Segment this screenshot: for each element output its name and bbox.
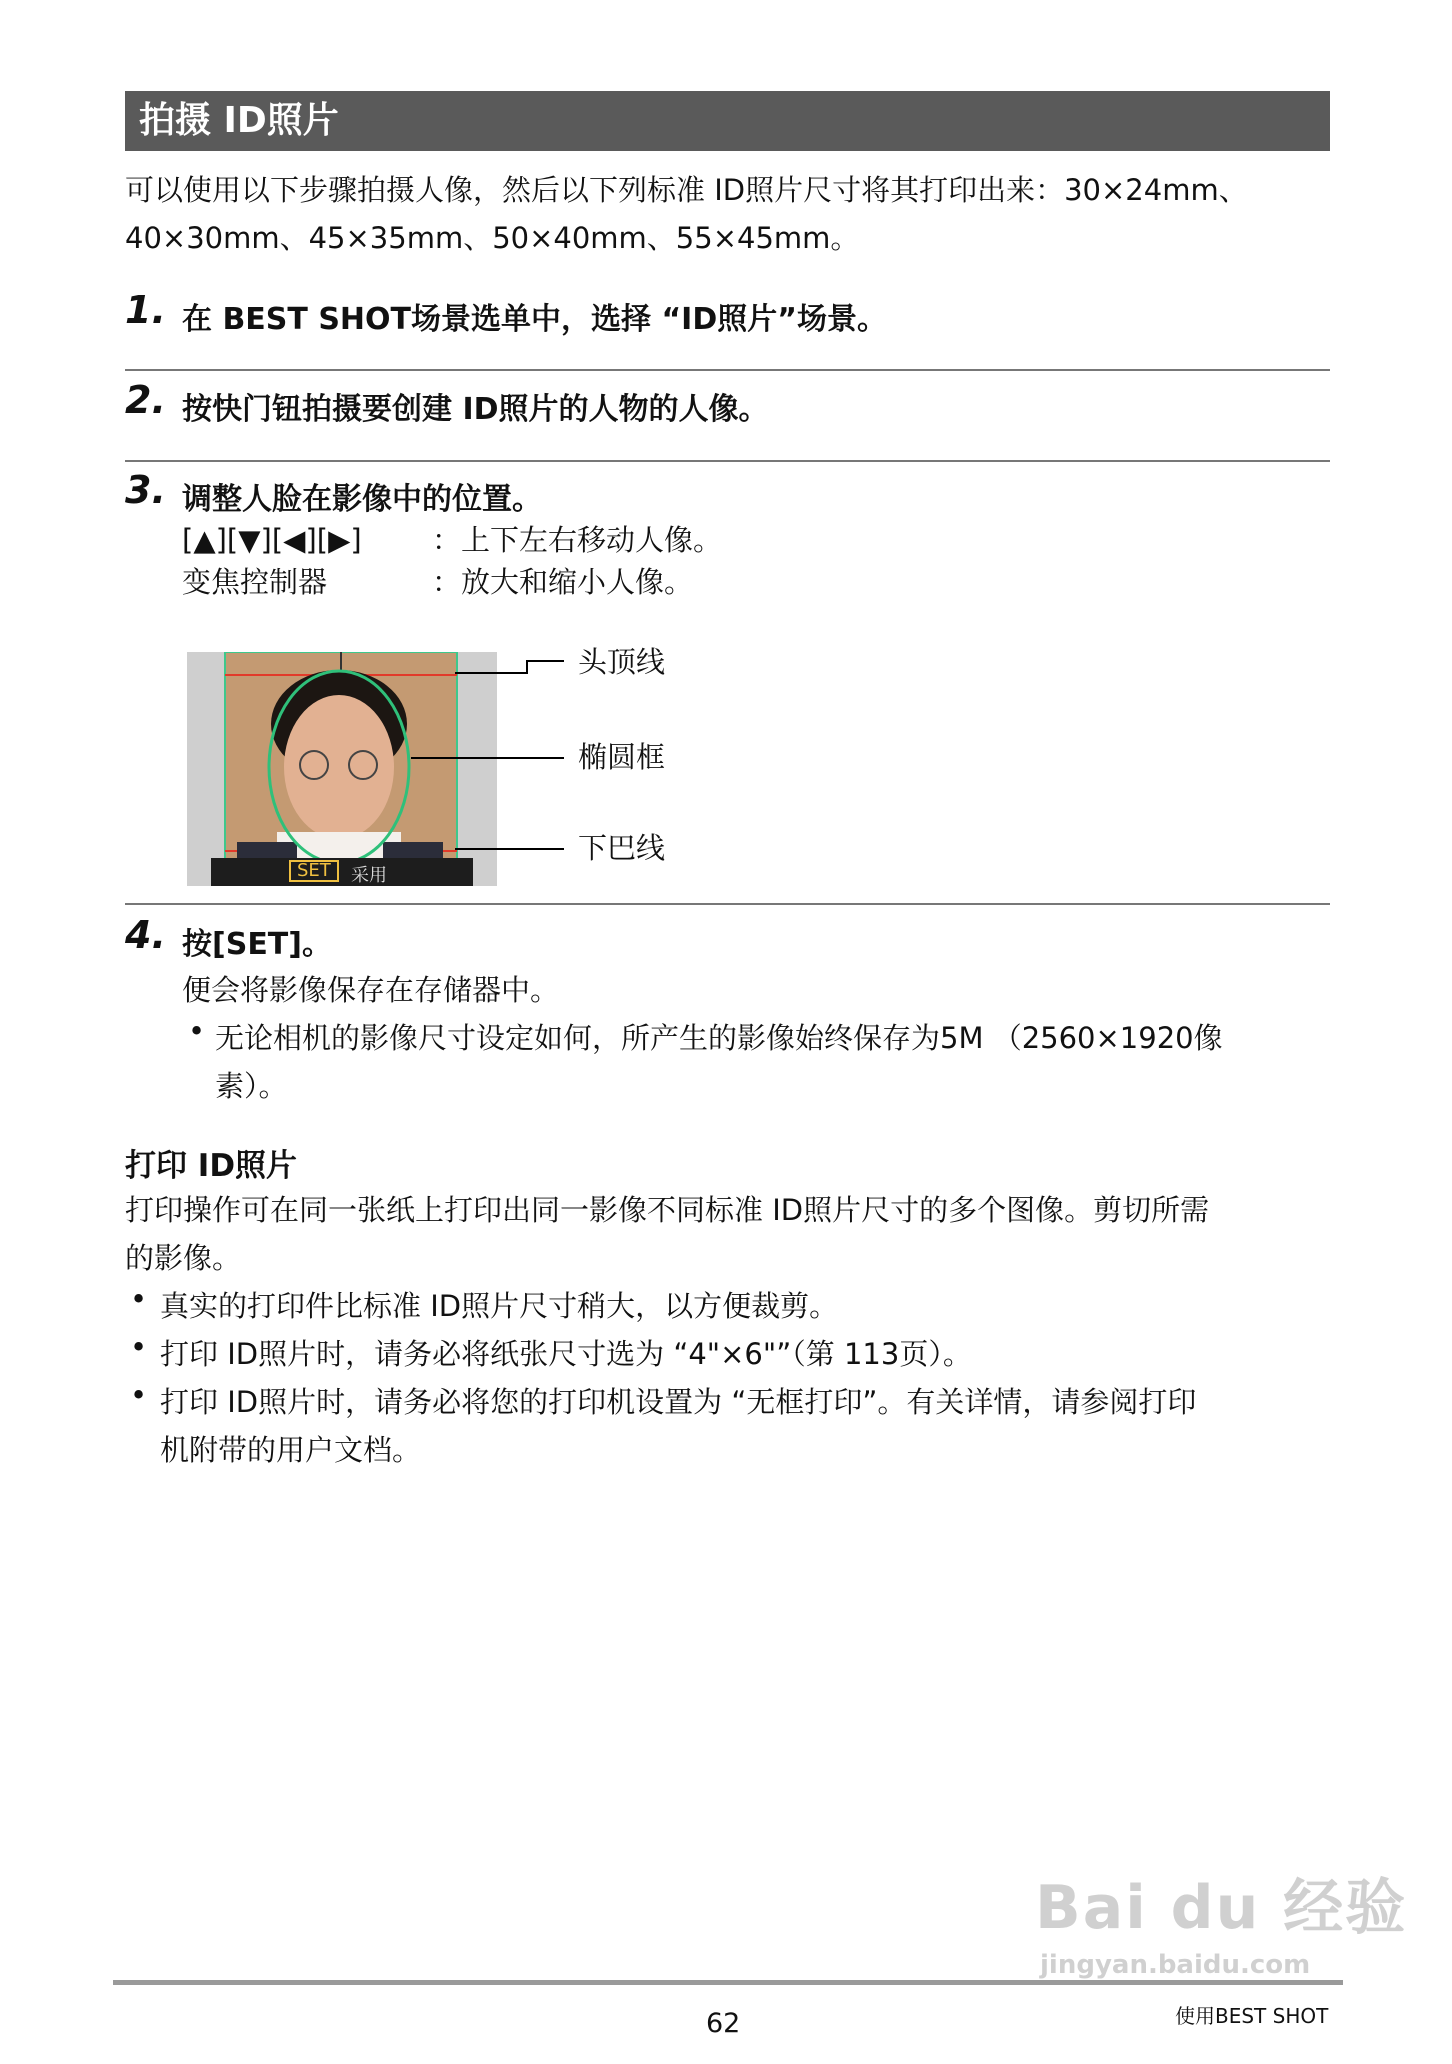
step-3-number: 3. xyxy=(125,468,166,512)
step-3-val-arrows: ：上下左右移动人像。 xyxy=(432,523,723,557)
step-2-title: 按快门钮拍摄要创建 ID照片的人物的人像。 xyxy=(182,392,769,427)
step-3-key-arrows: [▲][▼][◀][▶] xyxy=(182,523,362,557)
baidu-watermark-url: jingyan.baidu.com xyxy=(1040,1950,1311,1980)
print-para-line-2: 的影像。 xyxy=(125,1241,242,1275)
baidu-watermark-logo: Bai du 经验 xyxy=(1035,1873,1408,1943)
step-1-title: 在 BEST SHOT场景选单中，选择 “ID照片”场景。 xyxy=(182,302,887,337)
bullet-dot: • xyxy=(188,1014,206,1048)
section-title: 拍摄 ID照片 xyxy=(125,91,1330,151)
step-4-bullet-line-1: 无论相机的影像尺寸设定如何，所产生的影像始终保存为5M （2560×1920像 xyxy=(215,1021,1223,1055)
set-overlay-bar xyxy=(211,858,473,886)
step-3-key-zoom: 变焦控制器 xyxy=(182,565,328,599)
step-2-number: 2. xyxy=(125,378,166,422)
print-bullet-1: 真实的打印件比标准 ID照片尺寸稍大，以方便裁剪。 xyxy=(160,1289,839,1323)
set-label: SET xyxy=(289,860,339,882)
label-chin: 下巴线 xyxy=(578,831,666,865)
label-oval: 椭圆框 xyxy=(578,740,666,774)
print-bullet-2: 打印 ID照片时，请务必将纸张尺寸选为 “4"×6"”（第 113页）。 xyxy=(160,1337,972,1371)
step-4-number: 4. xyxy=(125,913,166,957)
divider xyxy=(125,903,1330,905)
step-4-title: 按[SET]。 xyxy=(182,927,332,962)
print-heading: 打印 ID照片 xyxy=(125,1148,298,1184)
step-4-desc: 便会将影像保存在存储器中。 xyxy=(182,973,560,1007)
bullet-dot: • xyxy=(130,1378,148,1412)
step-4-bullet-line-2: 素）。 xyxy=(215,1069,288,1103)
print-bullet-3-line-1: 打印 ID照片时，请务必将您的打印机设置为 “无框打印”。有关详情，请参阅打印 xyxy=(160,1385,1197,1419)
use-label: 采用 xyxy=(351,865,387,886)
intro-line-2: 40×30mm、45×35mm、50×40mm、55×45mm。 xyxy=(125,221,860,255)
step-3-val-zoom: ：放大和缩小人像。 xyxy=(432,565,694,599)
footer-section: 使用BEST SHOT xyxy=(1175,2004,1329,2028)
bullet-dot: • xyxy=(130,1282,148,1316)
print-para-line-1: 打印操作可在同一张纸上打印出同一影像不同标准 ID照片尺寸的多个图像。剪切所需 xyxy=(125,1193,1210,1227)
divider xyxy=(125,369,1330,371)
leader-head-top-end xyxy=(526,660,564,662)
divider xyxy=(125,460,1330,462)
print-bullet-3-line-2: 机附带的用户文档。 xyxy=(160,1433,422,1467)
leader-head-top-jog xyxy=(526,660,528,674)
leader-chin xyxy=(455,848,564,850)
id-photo-guides xyxy=(187,652,497,886)
leader-oval xyxy=(411,757,564,759)
intro-line-1: 可以使用以下步骤拍摄人像，然后以下列标准 ID照片尺寸将其打印出来：30×24mm、 xyxy=(125,173,1248,207)
step-3-title: 调整人脸在影像中的位置。 xyxy=(182,482,542,517)
footer-rule xyxy=(113,1980,1343,1985)
step-1-number: 1. xyxy=(125,288,166,332)
leader-head-top xyxy=(455,672,527,674)
page-number: 62 xyxy=(706,2008,741,2039)
bullet-dot: • xyxy=(130,1330,148,1364)
label-head-top: 头顶线 xyxy=(578,645,666,679)
id-photo-figure xyxy=(187,652,497,886)
